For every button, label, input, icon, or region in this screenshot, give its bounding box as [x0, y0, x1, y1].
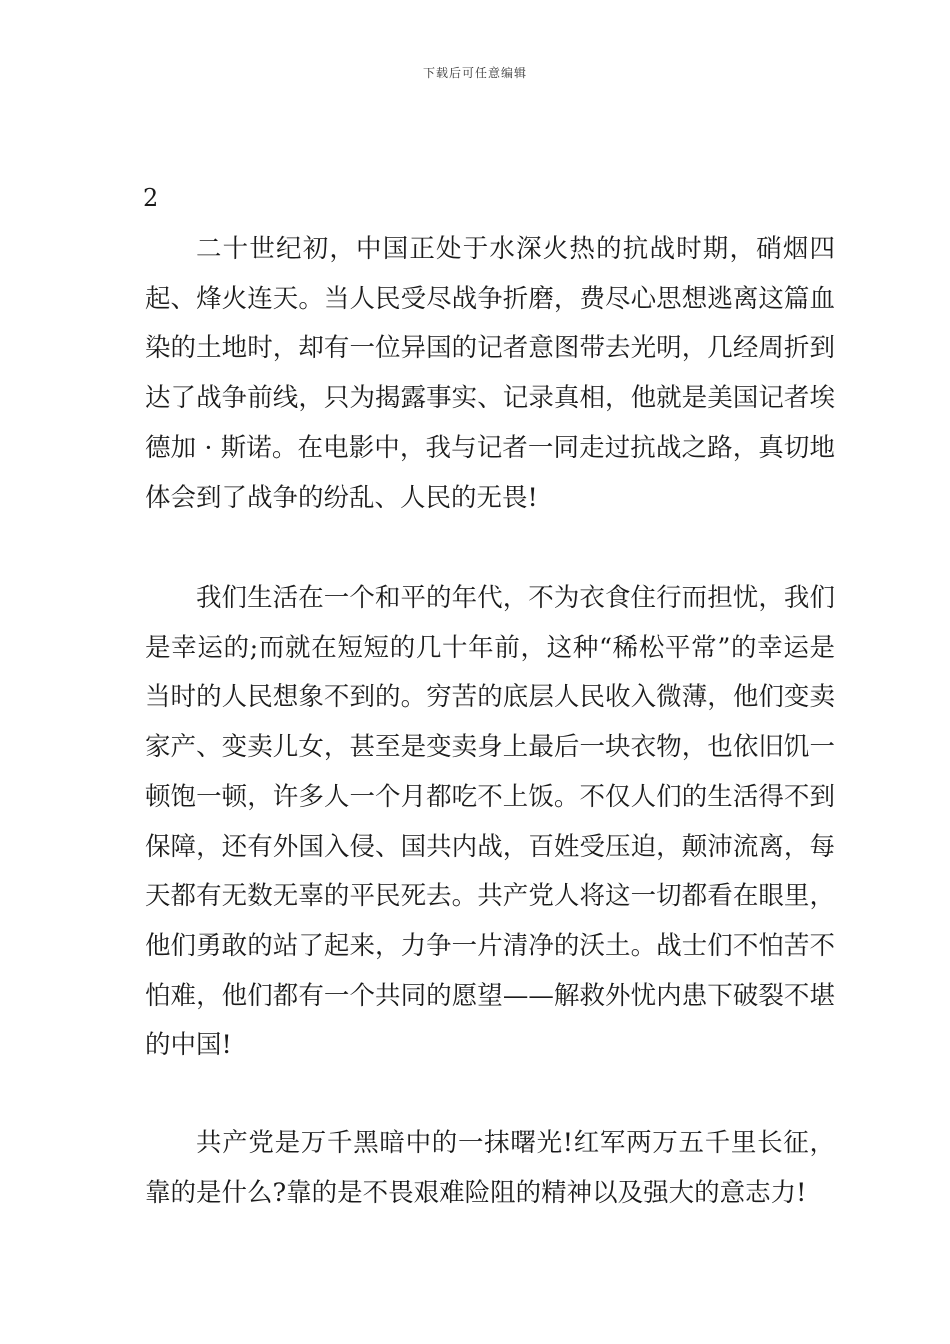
header-note: 下载后可任意编辑 [422, 66, 527, 80]
body-paragraph-2: 我们生活在一个和平的年代，不为衣食住行而担忧，我们是幸运的;而就在短短的几十年前，这种“稀松平常”的幸运是当时的人民想象不到的。穷苦的底层人民收入微薄，他们变卖家产、变卖儿女，甚至是变卖身上最后一块衣物，也依旧饥一顿饱一顿，许多人一个月都吃不上饭。不仅人们的生活得不到保障，还有外国入侵、国共内战，百姓受压迫，颠沛流离，每天都有无数无辜的平民死去。共产党人将这一切都看在眼里，他们勇敢的站了起来，力争一片清净的沃土。战士们不怕苦不怕难，他们都有一个共同的愿望——解救外忧内患下破裂不堪的中国! [145, 583, 835, 1061]
body-paragraph-1: 二十世纪初，中国正处于水深火热的抗战时期，硝烟四起、烽火连天。当人民受尽战争折磨，费尽心思想逃离这篇血染的土地时，却有一位异国的记者意图带去光明，几经周折到达了战争前线，只为揭露事实、记录真相，他就是美国记者埃德加 · 斯诺。在电影中，我与记者一同走过抗战之路，真切地体会到了战争的纷乱、人民的无畏! [145, 234, 835, 513]
body-paragraph-3: 共产党是万千黑暗中的一抹曙光!红军两万五千里长征，靠的是什么?靠的是不畏艰难险阻的精神以及强大的意志力! [145, 1128, 835, 1208]
page-number: 2 [143, 184, 159, 212]
